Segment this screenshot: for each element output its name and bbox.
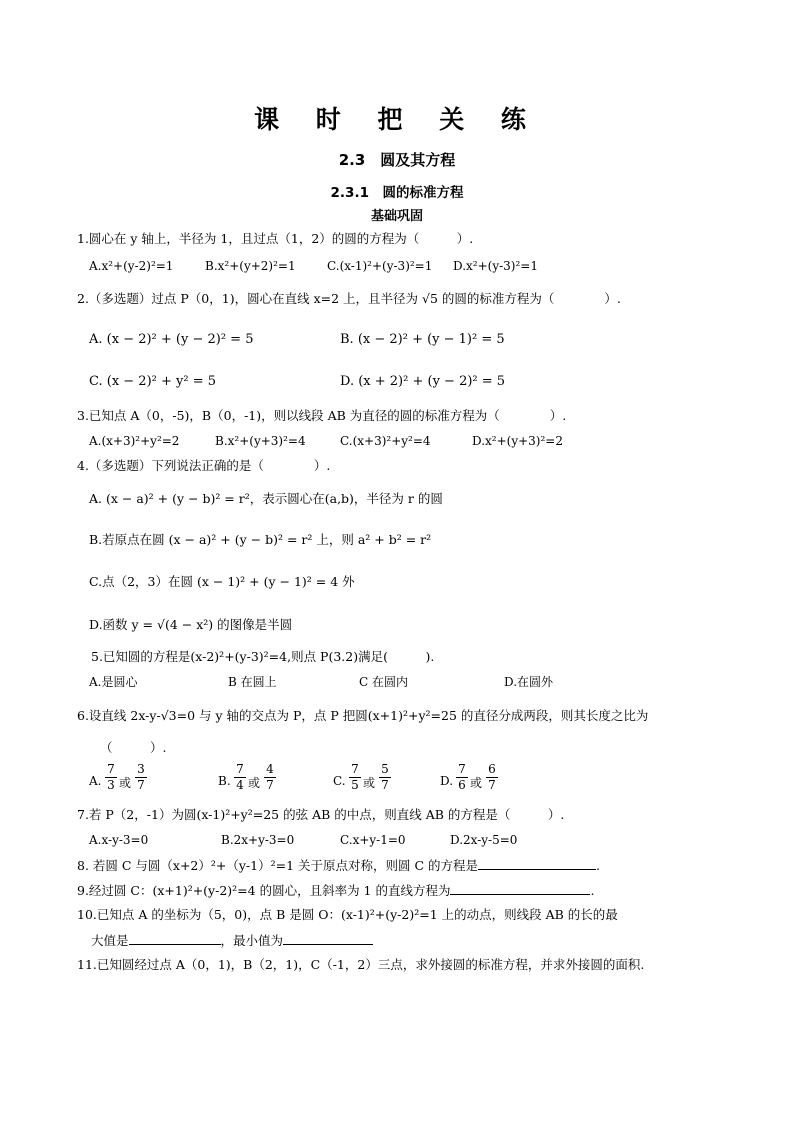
q6-frac-d2-den: 7 [488,778,496,792]
q8-answer-blank[interactable] [478,857,596,870]
q6-paren: （ ）. [100,740,167,755]
q6-label-c: C. [333,774,346,788]
q6-frac-c2-num: 5 [379,762,391,778]
q7-option-b: B.2x+y-3=0 [221,833,295,847]
q7-option-a: A.x-y-3=0 [89,833,149,847]
q4-option-a: A. (x − a)² + (y − b)² = r²，表示圆心在(a,b)，半径为 r 的圆 [89,491,443,506]
part-heading: 基础巩固 [370,209,423,224]
q4-option-c: C.点（2，3）在圆 (x − 1)² + (y − 1)² = 4 外 [89,574,355,589]
q6-frac-d1-den: 6 [458,778,466,792]
q9-line [77,882,594,899]
q6-frac-b1-num: 7 [234,762,246,778]
q6-frac-d2-num: 6 [486,762,498,778]
q6-or-c: 或 [363,776,376,790]
q2-option-b: B. (x − 2)² + (y − 1)² = 5 [340,332,505,347]
q9-answer-blank[interactable] [450,882,590,895]
q6-frac-c2-den: 7 [381,778,389,792]
page-title: 课 时 把 关 练 [254,105,540,134]
q1-option-b: B.x²+(y+2)²=1 [205,259,296,273]
section-heading: 2.3 圆及其方程 [338,151,456,169]
q6-frac-a2 [135,762,147,793]
q5-option-c: C 在圆内 [359,675,408,689]
q6-frac-c1 [349,762,361,793]
q2-option-c: C. (x − 2)² + y² = 5 [89,374,217,389]
q3-option-b: B.x²+(y+3)²=4 [215,434,306,448]
q10-stem: 10.已知点 A 的坐标为（5，0)，点 B 是圆 O：(x-1)²+(y-2)²=1 上的动点，则线段 AB 的长的最 [77,907,618,922]
q6-frac-a1-num: 7 [105,762,117,778]
q6-or-a: 或 [119,776,132,790]
q8-end: . [596,858,601,873]
q6-frac-a2-num: 3 [135,762,147,778]
q6-frac-c1-num: 7 [349,762,361,778]
q6-frac-a2-den: 7 [137,778,145,792]
q1-option-c: C.(x-1)²+(y-3)²=1 [327,259,433,273]
q5-stem: 5.已知圆的方程是(x-2)²+(y-3)²=4,则点 P(3.2)满足( ). [91,649,435,664]
q6-label-d: D. [440,774,454,788]
q6-option-b [218,762,338,802]
q6-frac-b2 [264,762,276,793]
q6-frac-a1-den: 3 [107,778,115,792]
q7-option-c: C.x+y-1=0 [340,833,406,847]
q6-stem: 6.设直线 2x-y-√3=0 与 y 轴的交点为 P，点 P 把圆(x+1)²+y²=25 的直径分成两段，则其长度之比为 [77,708,649,723]
q2-stem: 2.（多选题）过点 P（0，1)，圆心在直线 x=2 上，且半径为 √5 的圆的标准方程为（ ）. [77,291,621,306]
q10-min-blank[interactable] [283,932,373,945]
q4-option-d: D.函数 y = √(4 − x²) 的图像是半圆 [89,617,293,632]
q6-frac-c1-den: 5 [351,778,359,792]
q6-label-a: A. [89,774,102,788]
q6-option-c [333,762,453,802]
q2-option-d: D. (x + 2)² + (y − 2)² = 5 [340,374,506,389]
q10-min-label: ，最小值为 [220,933,284,948]
q10-max-blank[interactable] [129,932,221,945]
q6-frac-b1 [234,762,246,793]
q6-frac-d1-num: 7 [456,762,468,778]
q2-option-a: A. (x − 2)² + (y − 2)² = 5 [89,332,254,347]
q6-option-d [440,762,560,802]
q3-option-c: C.(x+3)²+y²=4 [340,434,431,448]
q9-end: . [590,883,595,898]
q10-line2 [91,932,373,949]
q1-option-d: D.x²+(y-3)²=1 [453,259,538,273]
subsection-heading: 2.3.1 圆的标准方程 [330,185,464,201]
q6-option-a [89,762,209,802]
q6-frac-d1 [456,762,468,793]
q5-option-d: D.在圆外 [504,675,554,689]
q10-max-label: 大值是 [91,933,129,948]
q8-line [77,857,600,874]
q5-option-b: B 在圆上 [228,675,277,689]
q4-stem: 4.（多选题）下列说法正确的是（ ）. [77,458,331,473]
q3-option-d: D.x²+(y+3)²=2 [472,434,563,448]
q6-label-b: B. [218,774,231,788]
q6-frac-b2-den: 7 [266,778,274,792]
q11-stem: 11.已知圆经过点 A（0，1)，B（2，1)，C（-1，2）三点，求外接圆的标准方程，并求外接圆的面积. [77,957,645,972]
q8-stem: 8. 若圆 C 与圆（x+2）²+（y-1）²=1 关于原点对称，则圆 C 的方程是 [77,858,479,873]
q5-option-a: A.是圆心 [89,675,138,689]
q6-frac-d2 [486,762,498,793]
q4-option-b: B.若原点在圆 (x − a)² + (y − b)² = r² 上，则 a² + b² = r² [89,532,432,547]
q6-or-d: 或 [470,776,483,790]
q7-option-d: D.2x-y-5=0 [450,833,518,847]
q6-frac-b1-den: 4 [236,778,244,792]
q6-frac-b2-num: 4 [264,762,276,778]
q1-stem: 1.圆心在 y 轴上，半径为 1，且过点（1，2）的圆的方程为（ ）. [77,231,474,246]
q3-option-a: A.(x+3)²+y²=2 [89,434,180,448]
q9-stem: 9.经过圆 C：(x+1)²+(y-2)²=4 的圆心，且斜率为 1 的直线方程为 [77,883,451,898]
q6-frac-a1 [105,762,117,793]
q3-stem: 3.已知点 A（0，-5)，B（0，-1)，则以线段 AB 为直径的圆的标准方程为（ ）. [77,408,567,423]
q7-stem: 7.若 P（2，-1）为圆(x-1)²+y²=25 的弦 AB 的中点，则直线 AB 的方程是（ ）. [77,807,565,822]
q6-frac-c2 [379,762,391,793]
q6-or-b: 或 [248,776,261,790]
q1-option-a: A.x²+(y-2)²=1 [89,259,174,273]
